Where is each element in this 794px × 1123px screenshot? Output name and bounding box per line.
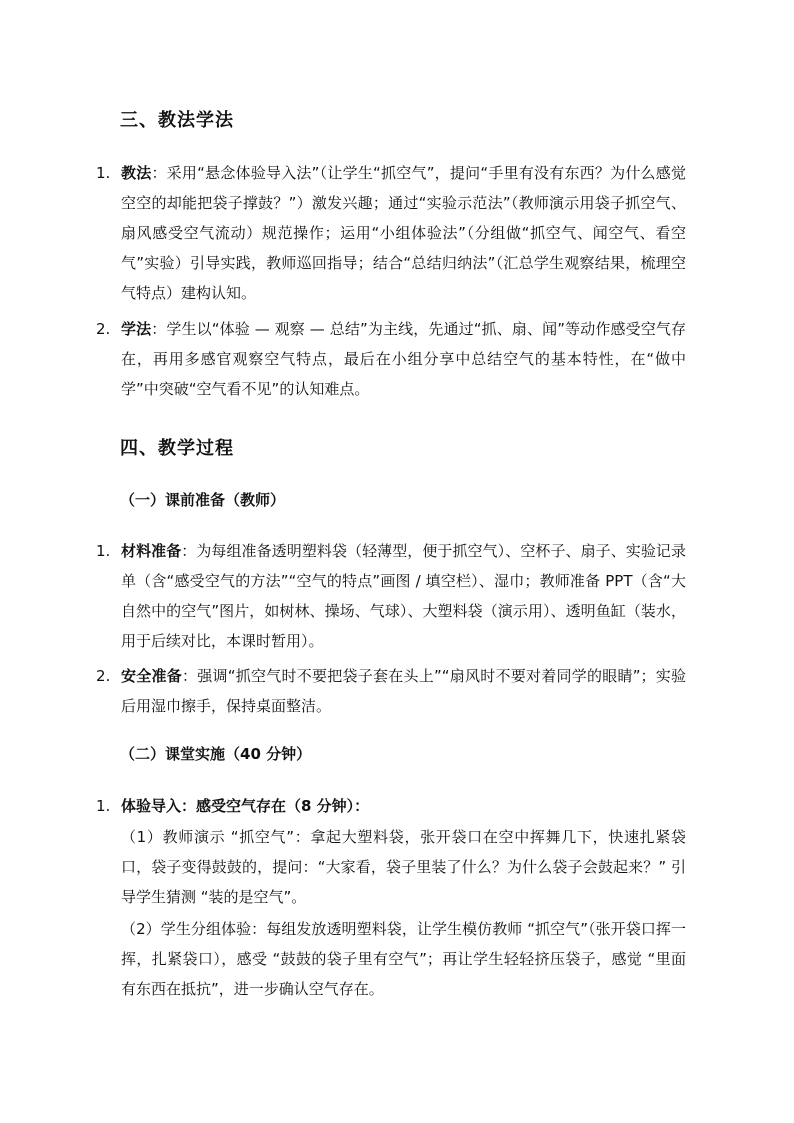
- list-item-teaching-method: [96, 158, 686, 308]
- list-number: 2.: [96, 320, 111, 338]
- item-text: ：: [354, 797, 370, 815]
- item-lead: 学法: [121, 320, 152, 338]
- item-text: ：为每组准备透明塑料袋（轻薄型，便于抓空气）、空杯子、扇子、实验记录单（含“感受空气的方法”“空气的特点”画图 / 填空栏）、湿巾；教师准备 PPT（含“大自然中的空气”图片，如树林、操场、气球）、大塑料袋（演示用）、透明鱼缸（装水，用于后续对比，本课时暂用）。: [121, 542, 686, 650]
- section-4-heading: 四、教学过程: [120, 438, 234, 459]
- sub-step-1: （1）教师演示 “抓空气”：拿起大塑料袋，张开袋口在空中挥舞几下，快速扎紧袋口，袋子变得鼓鼓的，提问：“大家看，袋子里装了什么？为什么袋子会鼓起来？” 引导学生猜测 “装的是空气”。: [121, 828, 686, 906]
- item-lead: 安全准备: [121, 667, 182, 685]
- list-number: 1.: [96, 164, 111, 182]
- list-number: 1.: [96, 797, 111, 815]
- list-number: 1.: [96, 542, 111, 560]
- part-1-heading: （一）课前准备（教师）: [120, 491, 286, 509]
- section-3-heading: 三、教法学法: [120, 110, 234, 131]
- list-item-materials: [96, 536, 686, 656]
- item-text: ：强调“抓空气时不要把袋子套在头上”“扇风时不要对着同学的眼睛”；实验后用湿巾擦手，保持桌面整洁。: [121, 667, 686, 715]
- item-text: ：采用“悬念体验导入法”（让学生“抓空气”，提问“手里有没有东西？为什么感觉空空的却能把袋子撑鼓？”）激发兴趣；通过“实验示范法”（教师演示用袋子抓空气、扇风感受空气流动）规范操作；运用“小组体验法”（分组做“抓空气、闻空气、看空气”实验）引导实践，教师巡回指导；结合“总结归纳法”（汇总学生观察结果，梳理空气特点）建构认知。: [121, 164, 686, 302]
- sub-step-2: （2）学生分组体验：每组发放透明塑料袋，让学生模仿教师 “抓空气”（张开袋口挥一挥，扎紧袋口），感受 “鼓鼓的袋子里有空气”；再让学生轻轻挤压袋子，感觉 “里面有东西在抵抗”，进一步确认空气存在。: [121, 920, 686, 998]
- list-item-learning-method: [96, 314, 686, 404]
- item-lead: 教法: [121, 164, 152, 182]
- list-item-intro: [96, 791, 686, 821]
- list-item-safety: [96, 661, 686, 721]
- list-number: 2.: [96, 667, 111, 685]
- part-2-heading: （二）课堂实施（40 分钟）: [120, 745, 312, 763]
- item-text: ：学生以“体验 — 观察 — 总结”为主线，先通过“抓、扇、闻”等动作感受空气存在，再用多感官观察空气特点，最后在小组分享中总结空气的基本特性，在“做中学”中突破“空气看不见”的认知难点。: [121, 320, 686, 398]
- item-lead: 体验导入：感受空气存在（8 分钟）: [121, 797, 355, 815]
- item-lead: 材料准备: [121, 542, 182, 560]
